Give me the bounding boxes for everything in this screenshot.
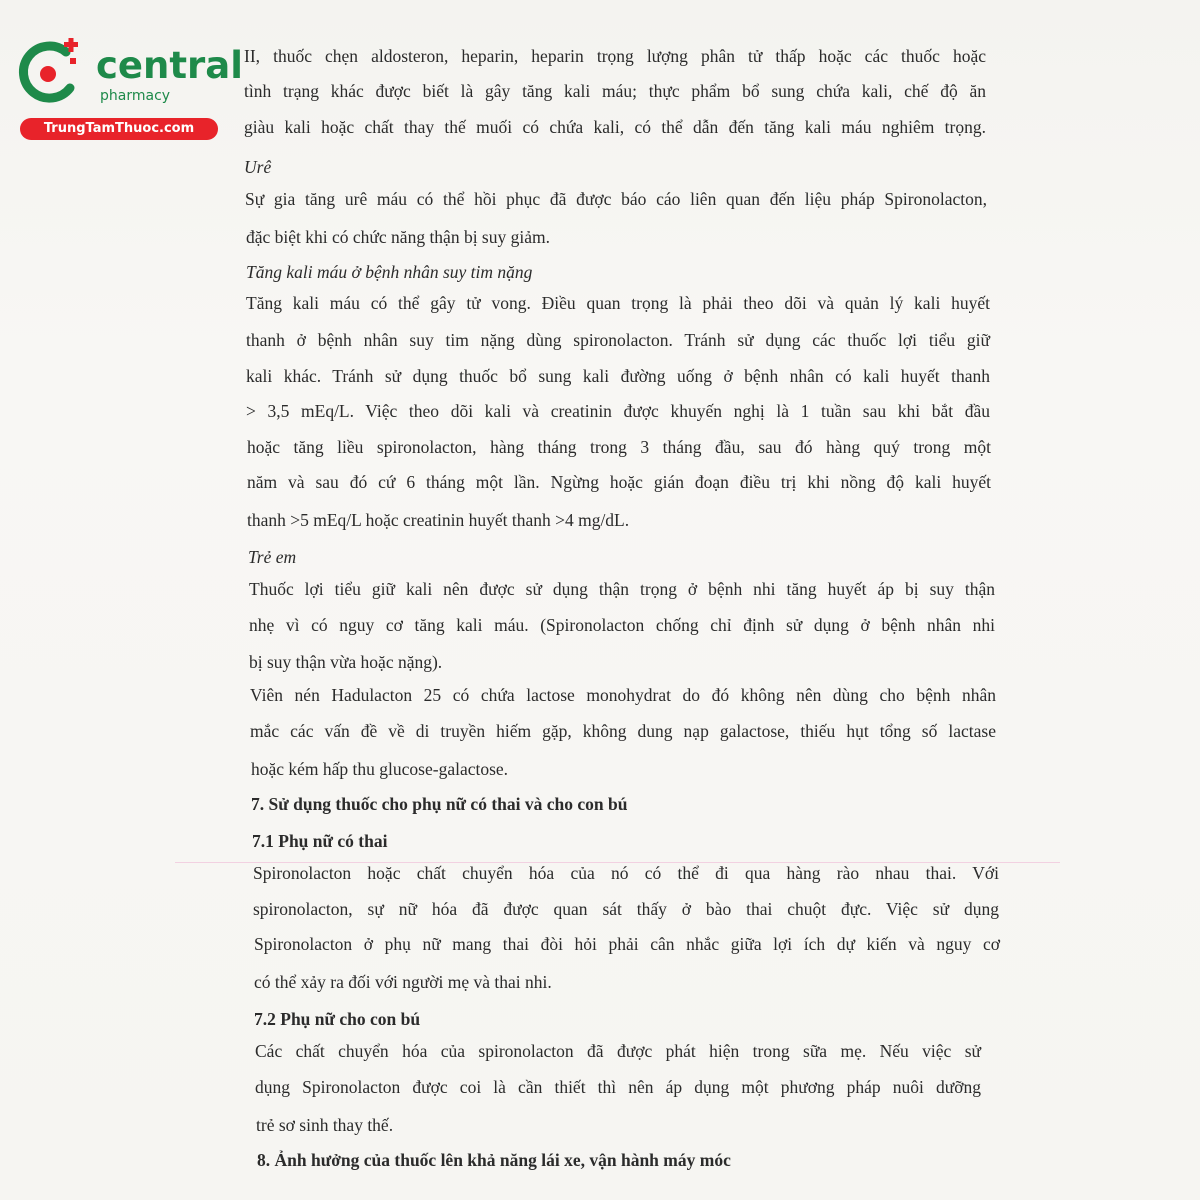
- text-line: > 3,5 mEq/L. Việc theo dõi kali và creatinin được khuyến nghị là 1 tuần sau khi bắt đầu: [246, 401, 990, 421]
- text-line: Tăng kali máu có thể gây tử vong. Điều quan trọng là phải theo dõi và quản lý kali huyết: [246, 293, 990, 313]
- section-heading-7: 7. Sử dụng thuốc cho phụ nữ có thai và cho con bú: [251, 794, 628, 814]
- subheading-hyperkalemia: Tăng kali máu ở bệnh nhân suy tim nặng: [246, 262, 533, 282]
- text-line: hoặc kém hấp thu glucose-galactose.: [251, 759, 509, 779]
- text-line: dụng Spironolacton được coi là cần thiết thì nên áp dụng một phương pháp nuôi dưỡng: [255, 1077, 981, 1097]
- text-line: mắc các vấn đề về di truyền hiếm gặp, không dung nạp galactose, thiếu hụt tổng số lactase: [250, 721, 996, 741]
- section-heading-7-2: 7.2 Phụ nữ cho con bú: [254, 1009, 421, 1029]
- logo-brand-text: central: [96, 44, 243, 87]
- text-line: bị suy thận vừa hoặc nặng).: [249, 652, 443, 672]
- text-line: II, thuốc chẹn aldosteron, heparin, heparin trọng lượng phân tử thấp hoặc các thuốc hoặc: [244, 46, 986, 66]
- section-heading-8: 8. Ảnh hưởng của thuốc lên khả năng lái xe, vận hành máy móc: [257, 1150, 731, 1170]
- text-line: thanh ở bệnh nhân suy tim nặng dùng spironolacton. Tránh sử dụng các thuốc lợi tiểu giữ: [246, 330, 990, 350]
- text-line: Viên nén Hadulacton 25 có chứa lactose monohydrat do đó không nên dùng cho bệnh nhân: [250, 685, 996, 705]
- text-line: nhẹ vì có nguy cơ tăng kali máu. (Spironolacton chống chỉ định sử dụng ở bệnh nhân nhi: [249, 615, 995, 635]
- central-pharmacy-logo: [12, 38, 243, 138]
- text-line: năm và sau đó cứ 6 tháng một lần. Ngừng hoặc gián đoạn điều trị khi nồng độ kali huyết: [247, 472, 991, 492]
- text-line: Spironolacton ở phụ nữ mang thai đòi hỏi phải cân nhắc giữa lợi ích dự kiến và nguy cơ: [254, 934, 1000, 954]
- logo-subtitle: pharmacy: [100, 88, 171, 104]
- text-line: Sự gia tăng urê máu có thể hồi phục đã được báo cáo liên quan đến liệu pháp Spironolacton,: [245, 189, 987, 209]
- text-line: kali khác. Tránh sử dụng thuốc bổ sung kali đường uống ở bệnh nhân có kali huyết thanh: [246, 366, 990, 386]
- subheading-ure: Urê: [244, 157, 272, 177]
- section-heading-7-1: 7.1 Phụ nữ có thai: [252, 831, 388, 851]
- text-line: hoặc tăng liều spironolacton, hàng tháng trong 3 tháng đầu, sau đó hàng quý trong một: [247, 437, 991, 457]
- text-line: có thể xảy ra đối với người mẹ và thai nhi.: [254, 972, 552, 992]
- text-line: giàu kali hoặc chất thay thế muối có chứa kali, có thể dẫn đến tăng kali máu nghiêm trọng.: [244, 117, 986, 137]
- text-line: tình trạng khác được biết là gây tăng kali máu; thực phẩm bổ sung chứa kali, chế độ ăn: [244, 81, 986, 101]
- logo-site-banner: TrungTamThuoc.com: [20, 118, 218, 140]
- text-line: thanh >5 mEq/L hoặc creatinin huyết thanh >4 mg/dL.: [247, 510, 630, 530]
- text-line: spironolacton, sự nữ hóa đã được quan sát thấy ở bào thai chuột đực. Việc sử dụng: [253, 899, 999, 919]
- text-line: trẻ sơ sinh thay thế.: [256, 1115, 394, 1135]
- logo-mark-icon: [12, 38, 84, 110]
- text-line: Spironolacton hoặc chất chuyển hóa của nó có thể đi qua hàng rào nhau thai. Với: [253, 863, 999, 883]
- text-line: Các chất chuyển hóa của spironolacton đã được phát hiện trong sữa mẹ. Nếu việc sử: [255, 1041, 981, 1061]
- text-line: đặc biệt khi có chức năng thận bị suy giảm.: [246, 227, 550, 247]
- text-line: Thuốc lợi tiểu giữ kali nên được sử dụng thận trọng ở bệnh nhi tăng huyết áp bị suy thận: [249, 579, 995, 599]
- subheading-children: Trẻ em: [248, 547, 297, 567]
